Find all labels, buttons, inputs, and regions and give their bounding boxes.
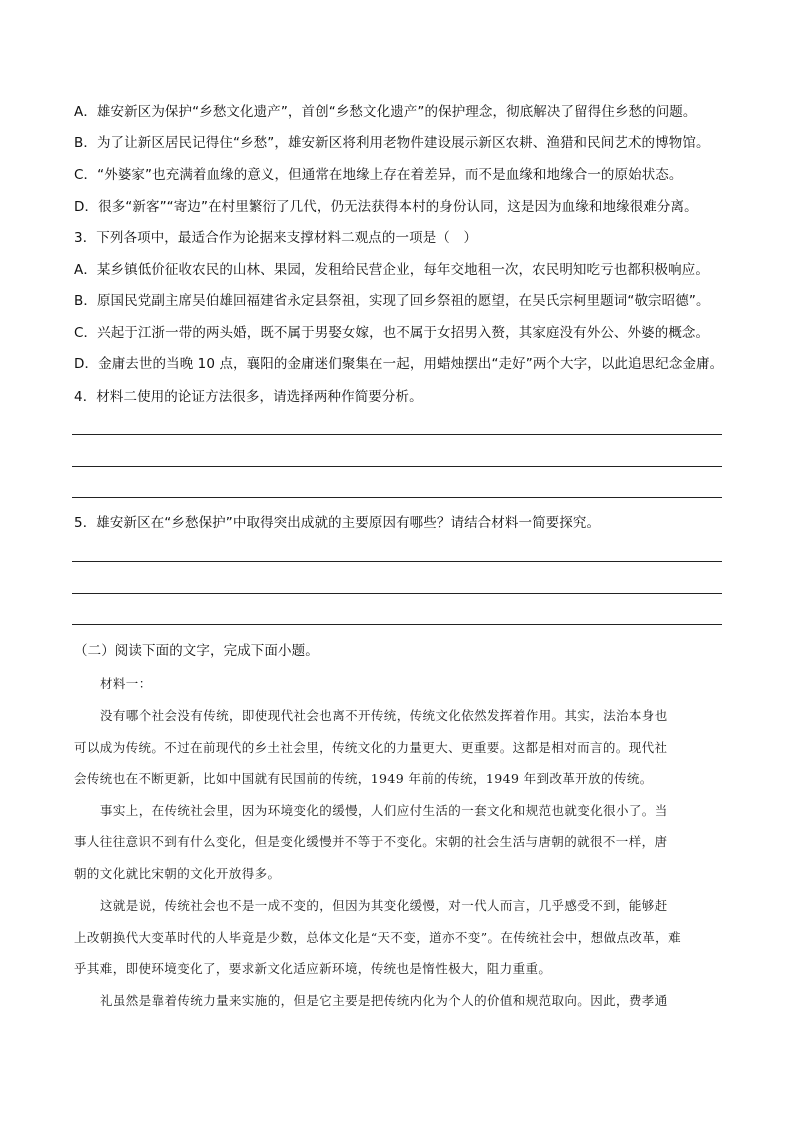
q4-stem: 4．材料二使用的论证方法很多，请选择两种作简要分析。 xyxy=(74,389,423,405)
q2-option-c: C．“外婆家”也充满着血缘的意义，但通常在地缘上存在着差异，而不是血缘和地缘合一的原始状态。 xyxy=(74,167,683,183)
q3-option-b: B．原国民党副主席吴伯雄回福建省永定县祭祖，实现了回乡祭祖的愿望，在吴氏宗柯里题词“敬宗昭德”。 xyxy=(74,293,710,309)
passage-line: 可以成为传统。不过在前现代的乡土社会里，传统文化的力量更大、更重要。这都是相对而言的。现代社 xyxy=(74,740,668,755)
q2-option-d: D．很多“新客”“寄边”在村里繁衍了几代，仍无法获得本村的身份认同，这是因为血缘和地缘很难分离。 xyxy=(74,199,698,215)
passage-line: 没有哪个社会没有传统，即使现代社会也离不开传统，传统文化依然发挥着作用。其实，法治本身也 xyxy=(100,708,668,723)
q2-option-b: B．为了让新区居民记得住“乡愁”，雄安新区将利用老物件建设展示新区农耕、渔猎和民间艺术的博物馆。 xyxy=(74,135,710,151)
q3-option-d: D．金庸去世的当晚 10 点，襄阳的金庸迷们聚集在一起，用蜡烛摆出“走好”两个大字，以此追思纪念金庸。 xyxy=(74,356,724,372)
q5-stem: 5．雄安新区在“乡愁保护”中取得突出成就的主要原因有哪些？请结合材料一简要探究。 xyxy=(74,515,601,531)
passage-line: 上改朝换代大变革时代的人毕竟是少数，总体文化是“天不变，道亦不变”。在传统社会中，想做点改革，难 xyxy=(74,930,681,945)
passage-line: 这就是说，传统社会也不是一成不变的，但因为其变化缓慢，对一代人而言，几乎感受不到，能够赶 xyxy=(100,898,668,913)
answer-line-q5-1[interactable] xyxy=(72,561,722,562)
q3-option-c: C．兴起于江浙一带的两头婚，既不属于男娶女嫁，也不属于女招男入赘，其家庭没有外公、外婆的概念。 xyxy=(74,325,710,341)
q3-stem: 3．下列各项中，最适合作为论据来支撑材料二观点的一项是（ ） xyxy=(74,230,478,246)
answer-line-q4-3[interactable] xyxy=(72,497,722,498)
q3-option-a: A．某乡镇低价征收农民的山林、果园，发租给民营企业，每年交地租一次，农民明知吃亏也都积极响应。 xyxy=(74,262,709,278)
passage-line: 事实上，在传统社会里，因为环境变化的缓慢，人们应付生活的一套文化和规范也就变化很小了。当 xyxy=(100,803,668,818)
passage-line: 乎其难，即使环境变化了，要求新文化适应新环境，传统也是惰性极大，阻力重重。 xyxy=(74,961,552,976)
answer-line-q4-1[interactable] xyxy=(72,434,722,435)
passage-line: 礼虽然是靠着传统力量来实施的，但是它主要是把传统内化为个人的价值和规范取向。因此，费孝通 xyxy=(100,993,668,1008)
q2-option-a: A．雄安新区为保护“乡愁文化遗产”，首创“乡愁文化遗产”的保护理念，彻底解决了留得住乡愁的问题。 xyxy=(74,104,697,120)
answer-line-q5-3[interactable] xyxy=(72,624,722,625)
passage-line: 事人往往意识不到有什么变化，但是变化缓慢并不等于不变化。宋朝的社会生活与唐朝的就很不一样，唐 xyxy=(74,834,668,849)
section-2-heading: （二）阅读下面的文字，完成下面小题。 xyxy=(74,643,319,659)
passage-line: 会传统也在不断更新，比如中国就有民国前的传统，1949 年前的传统，1949 年到改革开放的传统。 xyxy=(74,771,653,786)
material-label: 材料一： xyxy=(100,676,152,691)
passage-line: 朝的文化就比宋朝的文化开放得多。 xyxy=(74,866,281,881)
answer-line-q4-2[interactable] xyxy=(72,466,722,467)
answer-line-q5-2[interactable] xyxy=(72,593,722,594)
